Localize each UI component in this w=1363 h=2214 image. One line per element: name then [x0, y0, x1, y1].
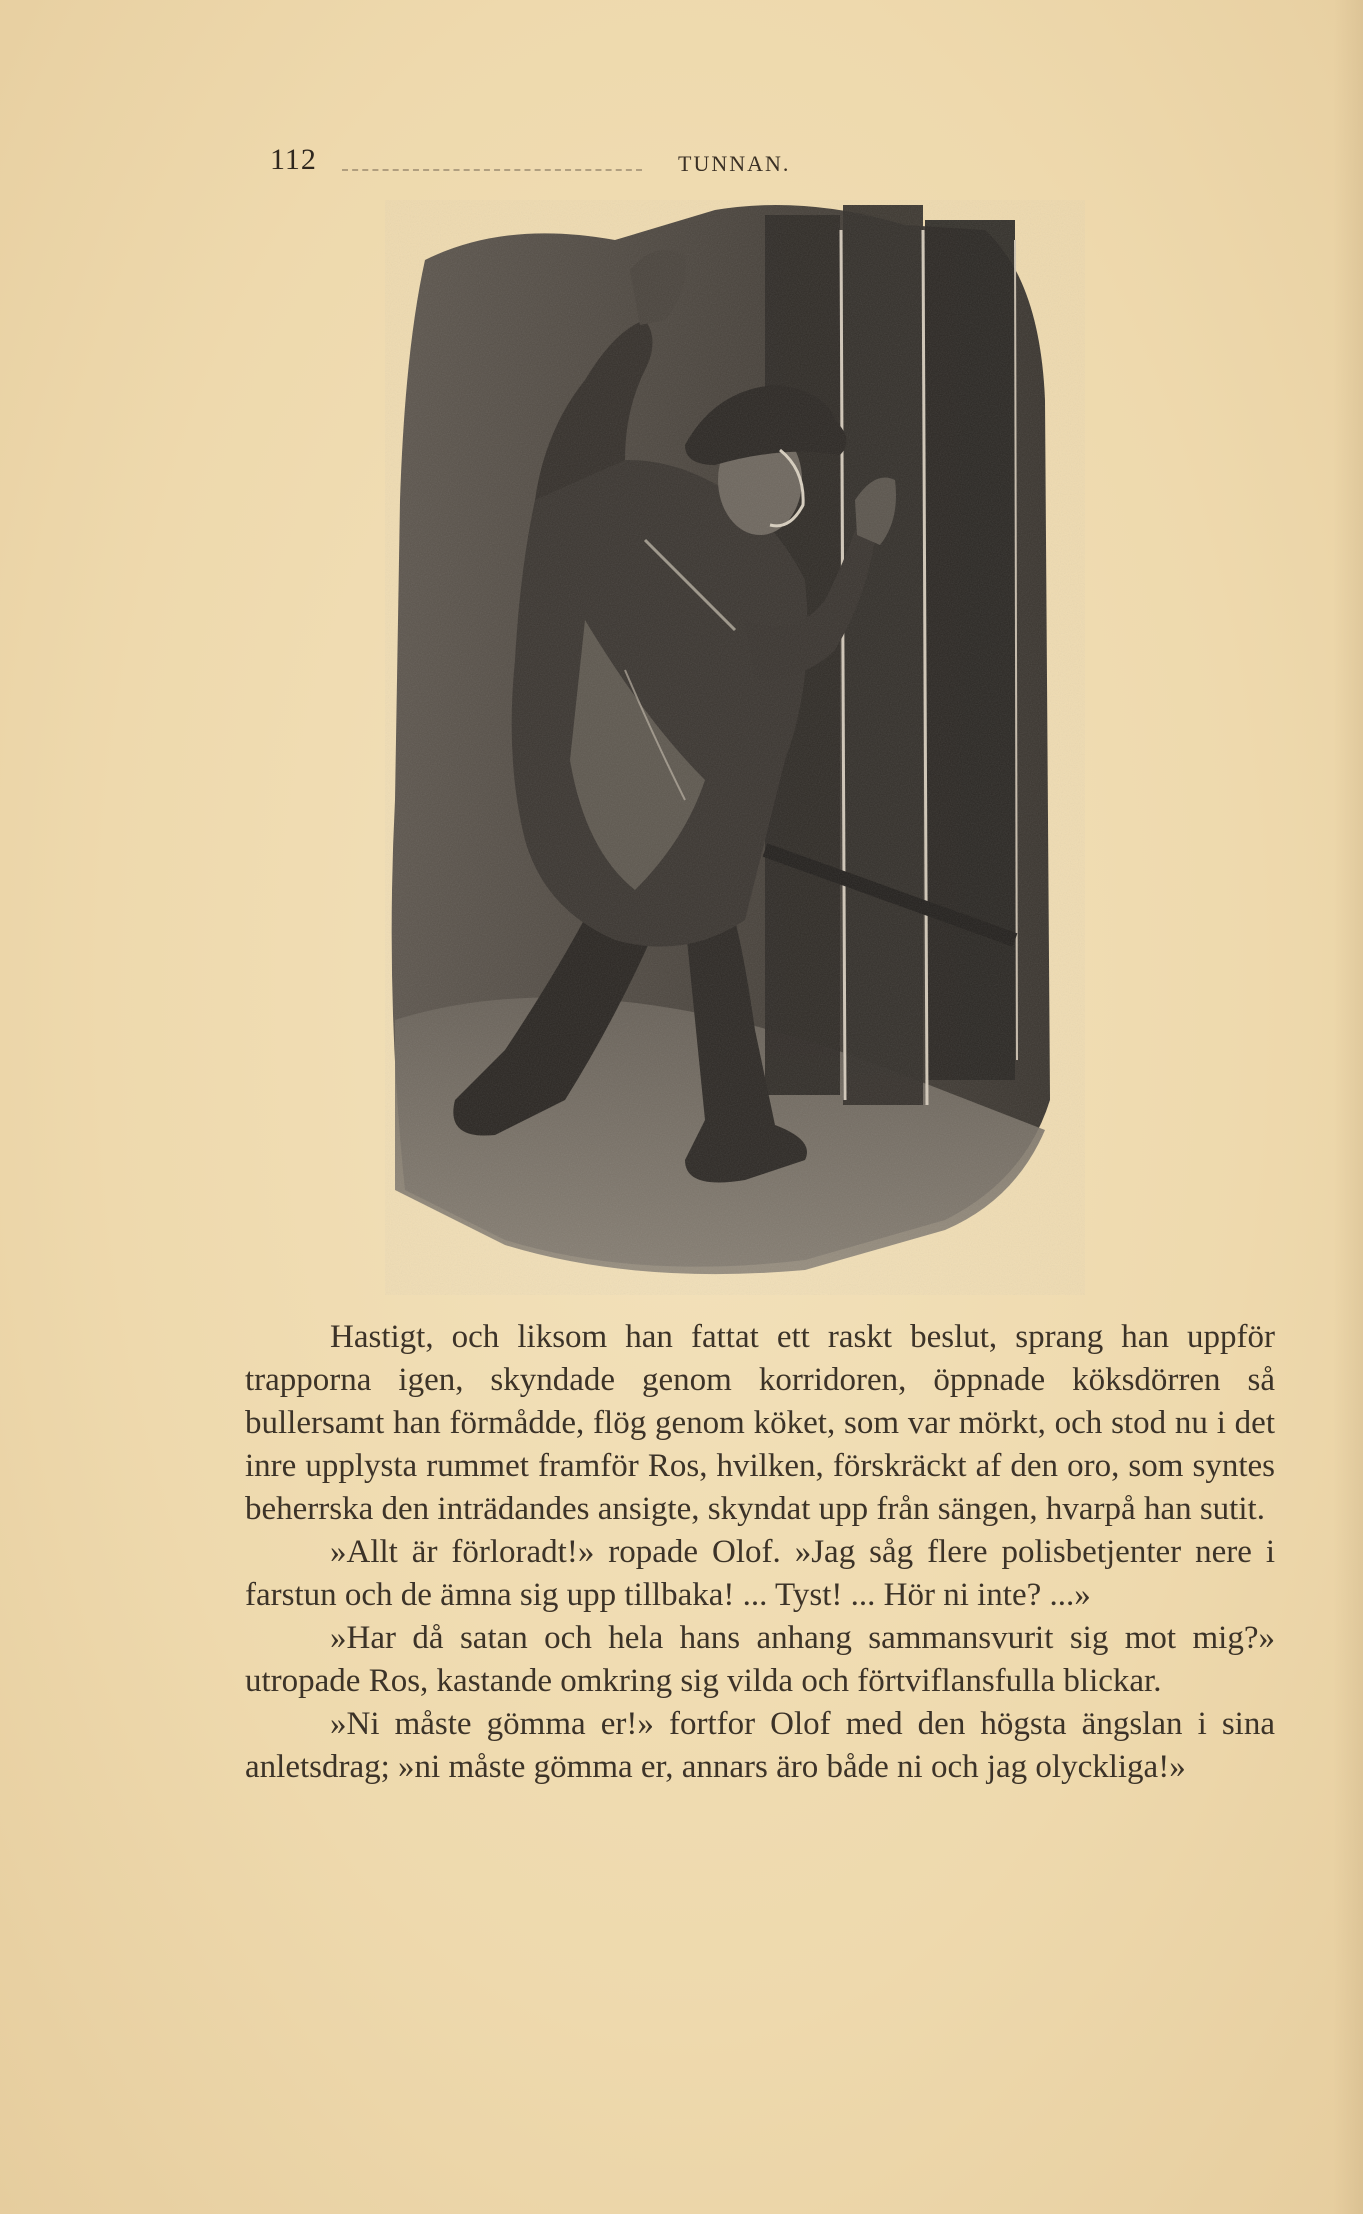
body-text — [245, 1316, 1275, 1789]
paragraph-2: »Allt är förloradt!» ropade Olof. »Jag såg flere polisbetjenter nere i farstun och de ämna sig upp tillbaka! ... Tyst! ... Hör ni inte? ...» — [245, 1534, 1275, 1613]
page-edge-shade — [1333, 0, 1363, 2214]
page-number: 112 — [270, 143, 317, 176]
faded-header-text — [342, 151, 642, 171]
paragraph-4: »Ni måste gömma er!» fortfor Olof med den högsta ängslan i sina anletsdrag; »ni måste gömma er, annars äro både ni och jag olyckliga!» — [245, 1706, 1275, 1785]
running-header — [270, 143, 830, 183]
illustration — [385, 200, 1085, 1295]
engraving-man-at-door-icon — [385, 200, 1085, 1295]
paragraph-3: »Har då satan och hela hans anhang sammansvurit sig mot mig?» utropade Ros, kastande omkring sig vilda och förtviflansfulla blickar. — [245, 1620, 1275, 1699]
header-title: TUNNAN. — [678, 151, 791, 176]
paragraph-1: Hastigt, och liksom han fattat ett raskt beslut, sprang han uppför trapporna igen, skyndade genom korridoren, öppnade köksdörren så bullersamt han förmådde, flög genom köket, som var mörkt, och stod nu i det inre upplysta rummet framför Ros, hvilken, förskräckt af den oro, som syntes beherrska den inträdandes ansigte, skyndat upp från sängen, hvarpå han sutit. — [245, 1319, 1275, 1527]
